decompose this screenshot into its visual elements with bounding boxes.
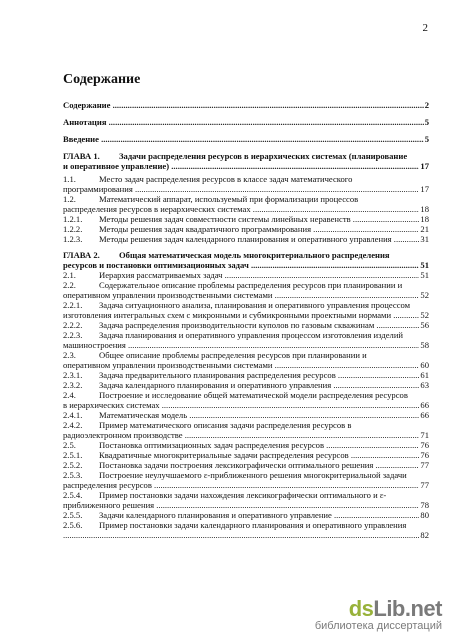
toc-entry-title: Содержательное описание проблемы распределения ресурсов при планировании и (99, 280, 403, 290)
toc-entry-number: 2.3.2. (63, 380, 83, 390)
toc-entry-page: 61 (420, 370, 429, 380)
toc-entry-title: Постановка задачи построения лексикографически оптимального решения ..... (99, 460, 419, 470)
toc-entry-title: Постановка оптимизационных задач распределения ресурсов ..... (99, 440, 419, 450)
toc-entry-page: 66 (420, 410, 429, 420)
toc-entry-title-continued: изготовления интегральных схем с микронными и субмикронными проектными нормами ..... (63, 310, 419, 320)
toc-entry-page: 80 (420, 510, 429, 520)
toc-entry-title-continued: оперативном управлении производственными системами ..... (63, 360, 419, 370)
toc-entry[interactable] (63, 470, 429, 490)
toc-entry-page: 17 (420, 161, 429, 171)
toc-entry-number: 2.4.1. (63, 410, 83, 420)
toc-entry-title: Общее описание проблемы распределения ресурсов при планировании и (99, 350, 367, 360)
toc-entry[interactable] (63, 320, 429, 330)
toc-entry-title: Общая математическая модель многокритериального распределения (119, 250, 390, 260)
toc-entry[interactable] (63, 390, 429, 410)
toc-entry-page: 58 (420, 340, 429, 350)
toc-entry-page: 78 (420, 500, 429, 510)
toc-entry-page: 2 (424, 100, 429, 110)
toc-entry-title: Задачи распределения ресурсов в иерархических системах (планирование (119, 151, 408, 161)
toc-entry[interactable] (63, 100, 429, 110)
toc-entry[interactable] (63, 300, 429, 320)
toc-entry-title-continued: ресурсов и постановки оптимизационных задач ..... (63, 260, 419, 270)
toc-entry-number: 1.2.3. (63, 234, 83, 244)
toc-entry-title: Задача распределения производительности куполов по газовым скважинам ..... (99, 320, 419, 330)
toc-entry-title: Математический аппарат, используемый при формализации процессов (99, 194, 359, 204)
table-of-contents (63, 100, 429, 540)
toc-entry[interactable] (63, 280, 429, 300)
toc-entry-title: Задачи календарного планирования и оперативного управление ..... (99, 510, 419, 520)
toc-entry-page: 18 (420, 204, 429, 214)
toc-entry-title-continued (63, 530, 419, 540)
toc-entry-number: 2.5.2. (63, 460, 83, 470)
toc-entry[interactable] (63, 520, 429, 540)
page-number: 2 (422, 22, 428, 34)
toc-entry-title: Аннотация ..... (63, 117, 424, 127)
toc-entry-title: Построение неулучшаемого ε-приближенного решения многокритериальной задачи (99, 470, 407, 480)
toc-entry-page: 71 (420, 430, 429, 440)
toc-entry-title-continued: программирования ..... (63, 184, 419, 194)
toc-entry-title-continued: приближенного решения ..... (63, 500, 419, 510)
toc-entry-title: Пример математического описания задачи распределения ресурсов в (99, 420, 352, 430)
toc-entry-page: 51 (420, 260, 429, 270)
toc-entry-page: 66 (420, 400, 429, 410)
toc-entry-page: 51 (420, 270, 429, 280)
toc-entry-page: 31 (420, 234, 429, 244)
toc-entry-number: ГЛАВА 1. (63, 151, 100, 161)
toc-entry-page: 77 (420, 480, 429, 490)
toc-entry-title-continued: и оперативное управление) ..... (63, 161, 419, 171)
toc-entry[interactable] (63, 270, 429, 280)
toc-entry[interactable] (63, 234, 429, 244)
toc-entry-number: 2.2.3. (63, 330, 83, 340)
toc-entry-number: 1.2.2. (63, 224, 83, 234)
toc-entry-number: 2.5.4. (63, 490, 83, 500)
toc-entry-title-continued: распределения ресурсов ..... (63, 480, 419, 490)
toc-entry-title-continued: распределения ресурсов в иерархических системах ..... (63, 204, 419, 214)
toc-entry[interactable] (63, 250, 429, 270)
toc-entry[interactable] (63, 117, 429, 127)
toc-entry-number: 2.2.2. (63, 320, 83, 330)
toc-entry-number: 1.2. (63, 194, 76, 204)
toc-entry-number: 2.5.3. (63, 470, 83, 480)
toc-entry-number: 1.2.1. (63, 214, 83, 224)
toc-entry[interactable] (63, 440, 429, 450)
toc-entry-number: 2.2.1. (63, 300, 83, 310)
toc-entry-number: 2.5.6. (63, 520, 83, 530)
toc-entry-title-continued: оперативном управлении производственными системами ..... (63, 290, 419, 300)
toc-entry-page: 82 (420, 530, 429, 540)
logo-part-ds: ds (348, 596, 374, 621)
toc-entry[interactable] (63, 224, 429, 234)
toc-entry-number: 2.3. (63, 350, 76, 360)
toc-entry-number: 2.4. (63, 390, 76, 400)
toc-entry[interactable] (63, 450, 429, 460)
toc-entry-page: 5 (424, 134, 429, 144)
toc-entry-title: Построение и исследование общей математической модели распределения ресурсов (99, 390, 408, 400)
toc-entry-number: ГЛАВА 2. (63, 250, 100, 260)
toc-entry[interactable] (63, 214, 429, 224)
toc-entry-title: Методы решения задач совместности системы линейных неравенств ..... (99, 214, 419, 224)
toc-entry-number: 2.3.1. (63, 370, 83, 380)
toc-entry-title: Задача календарного планирования и оперативного управления ..... (99, 380, 419, 390)
toc-entry-title: Пример постановки задачи нахождения лексикографически оптимального и ε- (99, 490, 387, 500)
toc-entry[interactable] (63, 134, 429, 144)
toc-entry-page: 77 (420, 460, 429, 470)
toc-entry-title: Квадратичные многокритериальные задачи распределения ресурсов ..... (99, 450, 419, 460)
toc-entry-title: Место задач распределения ресурсов в классе задач математического (99, 174, 353, 184)
toc-entry-number: 2.2. (63, 280, 76, 290)
toc-entry-title: Методы решения задач календарного планирования и оперативного управления ..... (99, 234, 419, 244)
toc-entry-page: 52 (420, 290, 429, 300)
toc-entry-number: 2.5.5. (63, 510, 83, 520)
toc-entry-page: 76 (420, 450, 429, 460)
toc-entry[interactable] (63, 510, 429, 520)
toc-entry-title-continued: в иерархических системах ..... (63, 400, 419, 410)
toc-entry[interactable] (63, 460, 429, 470)
toc-entry-number: 2.5. (63, 440, 76, 450)
page-title: Содержание (63, 72, 141, 87)
toc-entry-title: Пример постановки задачи календарного планирования и оперативного управления (99, 520, 407, 530)
toc-entry-title: Задача предварительного планирования распределения ресурсов ..... (99, 370, 419, 380)
toc-entry-number: 2.4.2. (63, 420, 83, 430)
toc-entry-page: 60 (420, 360, 429, 370)
toc-entry-title: Задача ситуационного анализа, планирования и оперативного управления процессом (99, 300, 411, 310)
toc-entry-page: 5 (424, 117, 429, 127)
toc-entry[interactable] (63, 174, 429, 194)
toc-entry[interactable] (63, 151, 429, 171)
toc-entry-title-continued: машиностроения ..... (63, 340, 419, 350)
toc-entry[interactable] (63, 380, 429, 390)
watermark-logo (315, 596, 442, 622)
toc-entry-title: Задача планирования и оперативного управления процессом изготовления изделий (99, 330, 404, 340)
toc-entry-page: 17 (420, 184, 429, 194)
toc-entry[interactable] (63, 370, 429, 380)
toc-entry-title: Методы решения задач квадратичного программирования ..... (99, 224, 419, 234)
watermark-subtitle: библиотека диссертаций (314, 620, 442, 632)
toc-entry-number: 2.1. (63, 270, 76, 280)
toc-entry[interactable] (63, 194, 429, 214)
toc-entry-page: 56 (420, 320, 429, 330)
watermark (315, 596, 442, 632)
toc-entry-number: 2.5.1. (63, 450, 83, 460)
toc-entry-title: Математическая модель ..... (99, 410, 419, 420)
toc-entry[interactable] (63, 330, 429, 350)
toc-entry[interactable] (63, 350, 429, 370)
toc-entry[interactable] (63, 420, 429, 440)
toc-entry-page: 76 (420, 440, 429, 450)
logo-part-lib: Lib (373, 596, 405, 621)
logo-part-net: .net (404, 596, 442, 621)
toc-entry-page: 21 (420, 224, 429, 234)
toc-entry-number: 1.1. (63, 174, 76, 184)
toc-entry[interactable] (63, 410, 429, 420)
toc-entry-title: Иерархия рассматриваемых задач ..... (99, 270, 419, 280)
toc-entry[interactable] (63, 490, 429, 510)
toc-entry-page: 63 (420, 380, 429, 390)
toc-entry-page: 52 (420, 310, 429, 320)
toc-entry-title: Введение ..... (63, 134, 424, 144)
toc-entry-title: Содержание ..... (63, 100, 424, 110)
toc-entry-page: 18 (420, 214, 429, 224)
toc-entry-title-continued: радиоэлектронном производстве ..... (63, 430, 419, 440)
